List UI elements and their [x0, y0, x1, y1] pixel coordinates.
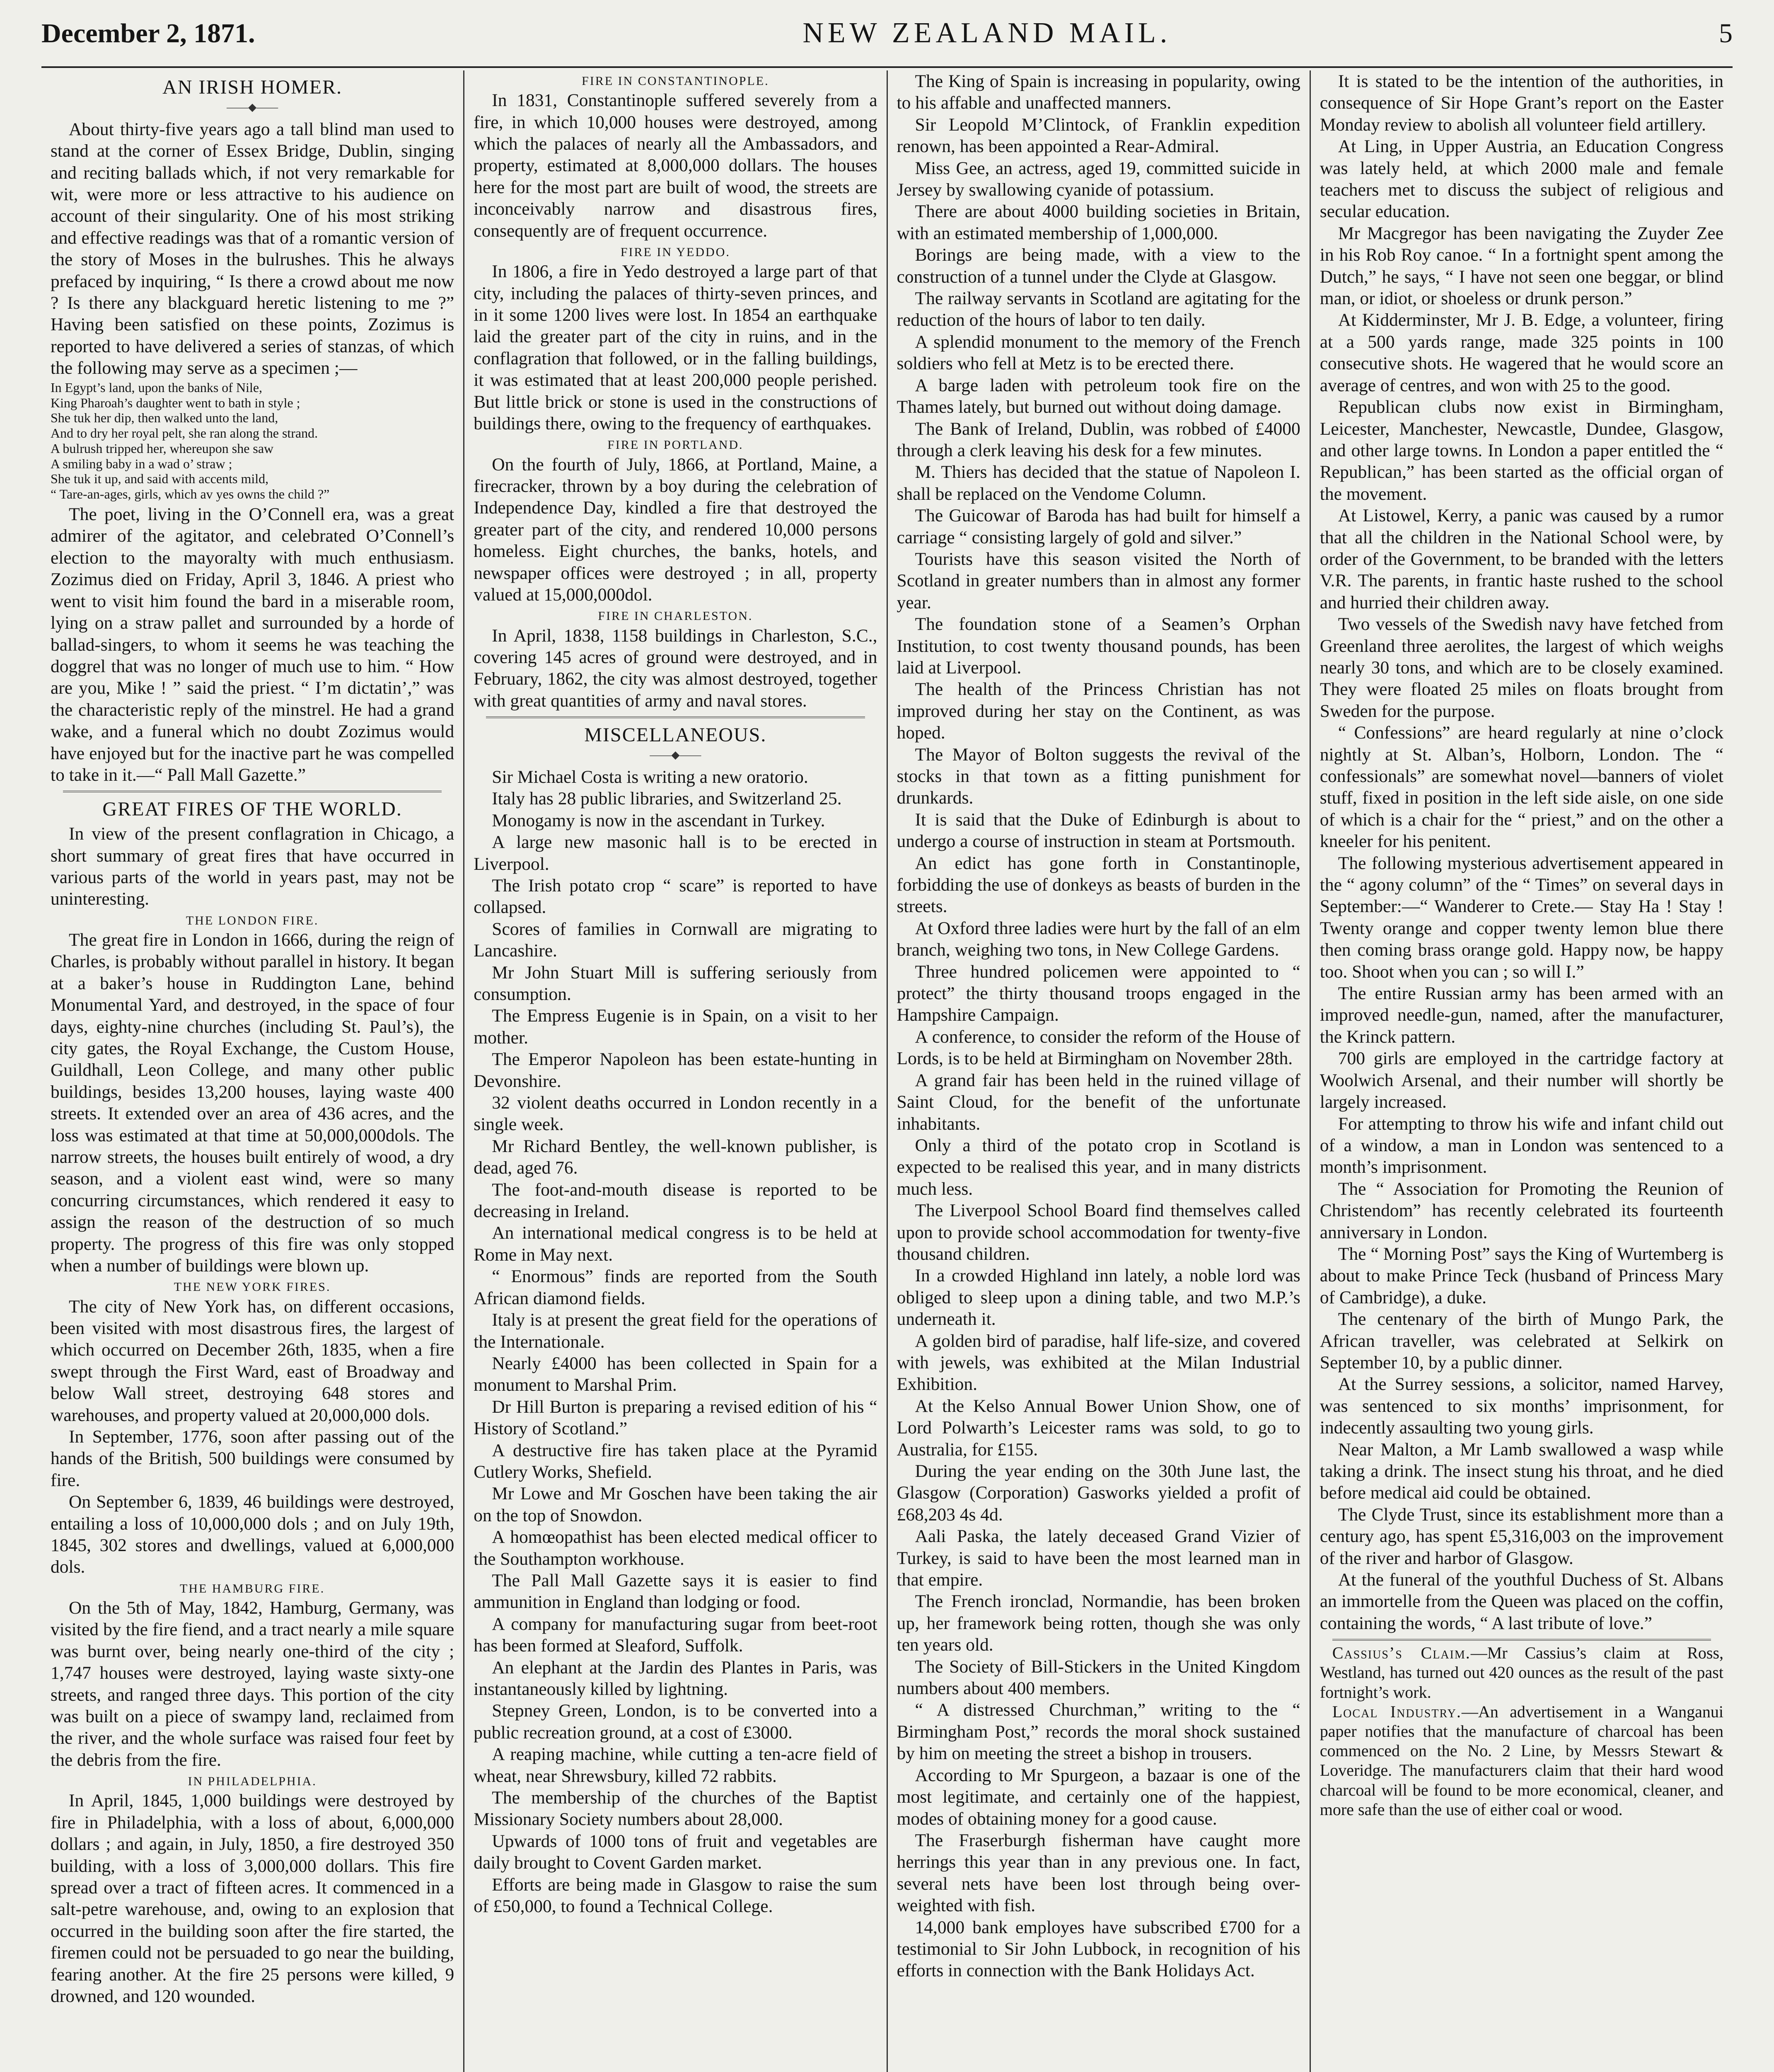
local-notes: [1320, 1643, 1723, 1819]
misc-item: Sir Michael Costa is writing a new oratorio.: [492, 767, 808, 787]
misc-item: 700 girls are employed in the cartridge factory at Woolwich Arsenal, and their number will shortly be largely increased.: [1320, 1048, 1723, 1112]
misc-item: The Irish potato crop “ scare” is reported to have collapsed.: [474, 875, 877, 917]
misc-items-column-3: [897, 70, 1300, 1982]
misc-item: The Society of Bill-Stickers in the United Kingdom numbers about 400 members.: [897, 1656, 1300, 1699]
note-heading: Cassius’s Claim.: [1332, 1644, 1471, 1663]
misc-item: Mr Richard Bentley, the well-known publisher, is dead, aged 76.: [474, 1136, 877, 1178]
misc-item: Mr John Stuart Mill is suffering seriously from consumption.: [474, 962, 877, 1005]
article-heading-irish-homer: AN IRISH HOMER.: [162, 76, 343, 98]
misc-item: Dr Hill Burton is preparing a revised edition of his “ History of Scotland.”: [474, 1397, 877, 1439]
misc-item: At Oxford three ladies were hurt by the fall of an elm branch, weighing two tons, in New College Gardens.: [897, 918, 1300, 960]
misc-item: The King of Spain is increasing in popularity, owing to his affable and unaffected manners.: [897, 71, 1300, 113]
poem-line: A bulrush tripped her, whereupon she saw: [51, 441, 274, 456]
misc-item: The Mayor of Bolton suggests the revival of the stocks in that town as a fitting punishment for drunkards.: [897, 744, 1300, 808]
misc-item: The Guicowar of Baroda has had built for himself a carriage “ consisting largely of gold and silver.”: [897, 506, 1300, 547]
misc-item: Miss Gee, an actress, aged 19, committed suicide in Jersey by swallowing cyanide of potassium.: [897, 158, 1300, 200]
misc-item: A homœopathist has been elected medical officer to the Southampton workhouse.: [474, 1527, 877, 1569]
subheading-london: THE LONDON FIRE.: [186, 913, 319, 927]
misc-item: The Liverpool School Board find themselves called upon to provide school accommodation for twenty-five thousand children.: [897, 1201, 1300, 1264]
misc-item: The foot-and-mouth disease is reported to be decreasing in Ireland.: [474, 1179, 877, 1222]
misc-item: A destructive fire has taken place at the Pyramid Cutlery Works, Shefield.: [474, 1440, 877, 1482]
misc-item: A company for manufacturing sugar from beet-root has been formed at Sleaford, Suffolk.: [474, 1614, 877, 1656]
article-paragraph: On September 6, 1839, 46 buildings were destroyed, entailing a loss of 10,000,000 dols ; and on July 19th, 1845, 302 stores and dwellings, valued at 6,000,000 dols.: [51, 1492, 454, 1577]
section-rule: [1332, 1639, 1711, 1641]
misc-item: “ Confessions” are heard regularly at nine o’clock nightly at St. Alban’s, Holborn, London. The “ confessionals” are somewhat novel—banners of violet stuff, fixed in position in the left side aisle, on one side of which is a chair for the “ priest,” and on the other a kneeler for his penitent.: [1320, 723, 1723, 852]
misc-item: “ A distressed Churchman,” writing to the “ Birmingham Post,” records the moral shock sustained by him on meeting the street a bishop in trousers.: [897, 1700, 1300, 1764]
note-text: —An advertisement in a Wanganui paper notifies that the manufacture of charcoal has been commenced on the No. 2 Line, by Messrs Stewart & Loveridge. The manufacturers claim that their hard wood charcoal will be found to be more economical, cleaner, and more safe than the use of either coal or wood.: [1320, 1702, 1723, 1819]
misc-item: The Empress Eugenie is in Spain, on a visit to her mother.: [474, 1006, 877, 1048]
misc-item: Mr Macgregor has been navigating the Zuyder Zee in his Rob Roy canoe. “ In a fortnight spent among the Dutch,” he says, “ I have not seen one beggar, or blind man, or idiot, or shoeless or drunk person.”: [1320, 223, 1723, 309]
subheading-constantinople: FIRE IN CONSTANTINOPLE.: [582, 74, 769, 88]
misc-item: An edict has gone forth in Constantinople, forbidding the use of donkeys as beasts of burden in the streets.: [897, 853, 1300, 917]
misc-item: 14,000 bank employes have subscribed £700 for a testimonial to Sir John Lubbock, in recognition of his efforts in connection with the Bank Holidays Act.: [897, 1917, 1300, 1981]
misc-item: The foundation stone of a Seamen’s Orphan Institution, to cost twenty thousand pounds, has been laid at Liverpool.: [897, 614, 1300, 678]
article-paragraph: In view of the present conflagration in Chicago, a short summary of great fires that have occurred in various parts of the world in years past, may not be uninteresting.: [51, 824, 454, 909]
subheading-new-york: THE NEW YORK FIRES.: [174, 1280, 331, 1294]
misc-item: The French ironclad, Normandie, has been broken up, her framework being rotten, though she was only ten years old.: [897, 1591, 1300, 1655]
poem-line: In Egypt’s land, upon the banks of Nile,: [51, 380, 263, 395]
misc-item: Upwards of 1000 tons of fruit and vegetables are daily brought to Covent Garden market.: [474, 1831, 877, 1873]
columns: [41, 70, 1733, 2072]
misc-item: A reaping machine, while cutting a ten-acre field of wheat, near Shrewsbury, killed 72 rabbits.: [474, 1744, 877, 1786]
misc-item: M. Thiers has decided that the statue of Napoleon I. shall be replaced on the Vendome Column.: [897, 462, 1300, 504]
misc-item: “ Enormous” finds are reported from the South African diamond fields.: [474, 1266, 877, 1308]
column-3: [888, 70, 1311, 2072]
article-paragraph: On the fourth of July, 1866, at Portland, Maine, a firecracker, thrown by a boy during the celebration of Independence Day, kindled a fire that destroyed the greater part of the city, and rendered 10,000 persons homeless. Eight churches, the banks, hotels, and newspaper offices were destroyed ; in all, property valued at 15,000,000dol.: [474, 454, 877, 605]
page-number: 5: [1719, 18, 1733, 48]
misc-item: Italy has 28 public libraries, and Switzerland 25.: [492, 789, 842, 809]
ornament-divider: ——◆——: [227, 101, 278, 113]
newspaper-title: NEW ZEALAND MAIL.: [802, 17, 1172, 49]
misc-item: At the Kelso Annual Bower Union Show, one of Lord Polwarth’s Leicester rams was sold, to go to Australia, for £155.: [897, 1396, 1300, 1460]
misc-item: The Clyde Trust, since its establishment more than a century ago, has spent £5,316,003 on the improvement of the river and harbor of Glasgow.: [1320, 1504, 1723, 1568]
misc-item: At the funeral of the youthful Duchess of St. Albans an immortelle from the Queen was placed on the coffin, containing the words, “ A last tribute of love.”: [1320, 1570, 1723, 1633]
misc-item: The Bank of Ireland, Dublin, was robbed of £4000 through a clerk leaving his desk for a few minutes.: [897, 419, 1300, 460]
article-heading-great-fires: GREAT FIRES OF THE WORLD.: [102, 798, 402, 821]
note-text: —Mr Cassius’s claim at Ross, Westland, has turned out 420 ounces as the result of the past fortnight’s work.: [1320, 1644, 1724, 1702]
article-paragraph: The city of New York has, on different occasions, been visited with most disastrous fires, the largest of which occurred on December 26th, 1835, when a fire swept through the First Ward, east of Broadway and below Wall street, destroying 648 stores and warehouses, and property valued at 20,000,000 dols.: [51, 1296, 454, 1425]
article-paragraph: About thirty-five years ago a tall blind man used to stand at the corner of Essex Bridge, Dublin, singing and reciting ballads which, if not very remarkable for wit, were more or less attractive to his audience on account of their singularity. One of his most striking and effective readings was that of a romantic version of the story of Moses in the bulrushes. This he always prefaced by inquiring, “ Is there a crowd about me now ? Is there any blackguard heretic listening to me ?” Having been satisfied on these points, Zozimus is reported to have delivered a series of stanzas, of which the following may serve as a specimen ;—: [51, 119, 454, 378]
misc-item: The health of the Princess Christian has not improved during her stay on the Continent, as was hoped.: [897, 679, 1300, 743]
subheading-hamburg: THE HAMBURG FIRE.: [180, 1581, 325, 1595]
misc-item: The membership of the churches of the Baptist Missionary Society numbers about 28,000.: [474, 1788, 877, 1830]
misc-item: Republican clubs now exist in Birmingham, Leicester, Manchester, Newcastle, Dundee, Glasgow, and other large towns. In London a paper entitled the “ Republican,” has been started as the official organ of the movement.: [1320, 397, 1723, 504]
misc-item: Near Malton, a Mr Lamb swallowed a wasp while taking a drink. The insect stung his throat, and he died before medical aid could be obtained.: [1320, 1439, 1723, 1503]
column-1: [41, 70, 464, 2072]
misc-item: Tourists have this season visited the North of Scotland in greater numbers than in almost any former year.: [897, 549, 1300, 612]
misc-item: A golden bird of paradise, half life-size, and covered with jewels, was exhibited at the Milan Industrial Exhibition.: [897, 1331, 1300, 1394]
article-paragraph: The great fire in London in 1666, during the reign of Charles, is probably without parallel in history. It began at a baker’s house in Ruddington Lane, behind Monumental Yard, and destroyed, in the space of four days, eighty-nine churches (including St. Paul’s), the city gates, the Royal Exchange, the Custom House, Guildhall, Leon College, and many other public buildings, besides 13,200 houses, laying waste 400 streets. It extended over an area of 436 acres, and the loss was estimated at that time at 50,000,000dols. The narrow streets, the houses built entirely of wood, a dry season, and a violent east wind, were so many concurring circumstances, which rendered it easy to assign the reason of the destruction of so much property. The progress of this fire was only stopped when a number of buildings were blown up.: [51, 929, 454, 1276]
misc-item: At the Surrey sessions, a solicitor, named Harvey, was sentenced to six months’ imprisonment, for indecently assaulting two young girls.: [1320, 1374, 1723, 1438]
misc-item: It is stated to be the intention of the authorities, in consequence of Sir Hope Grant’s report on the Easter Monday review to abolish all volunteer field artillery.: [1320, 71, 1723, 135]
misc-item: The entire Russian army has been armed with an improved needle-gun, named, after the manufacturer, the Krinck pattern.: [1320, 983, 1723, 1047]
poem-line: She tuk it up, and said with accents mild,: [51, 471, 269, 487]
misc-item: The following mysterious advertisement appeared in the “ agony column” of the “ Times” on several days in September:—“ Wanderer to Crete.— Stay Ha ! Stay ! Twenty orange and copper twenty lemon blue there then coming brass orange gold. Happy now, be happy too. Shoot when you can ; so will I.”: [1320, 853, 1723, 982]
article-paragraph: In 1806, a fire in Yedo destroyed a large part of that city, including the palaces of thirty-seven princes, and in it some 1200 lives were lost. In 1854 an earthquake laid the greater part of the city in ruins, and in the conflagration that followed, or in the falling buildings, it was estimated that at least 200,000 people perished. But little brick or stone is used in the constructions of buildings there, owing to the frequency of earthquakes.: [474, 261, 877, 433]
poem-line: “ Tare-an-ages, girls, which av yes owns the child ?”: [51, 487, 330, 502]
misc-item: Stepney Green, London, is to be converted into a public recreation ground, at a cost of £3000.: [474, 1701, 877, 1743]
misc-item: The Emperor Napoleon has been estate-hunting in Devonshire.: [474, 1049, 877, 1091]
misc-item: Italy is at present the great field for the operations of the Internationale.: [474, 1310, 877, 1352]
misc-item: A barge laden with petroleum took fire on the Thames lately, but burned out without doing damage.: [897, 375, 1300, 417]
article-heading-miscellaneous: MISCELLANEOUS.: [584, 724, 767, 746]
article-paragraph: The poet, living in the O’Connell era, was a great admirer of the agitator, and celebrated O’Connell’s election to the mayoralty with much enthusiasm. Zozimus died on Friday, April 3, 1846. A priest who went to visit him found the bard in a miserable room, lying on a straw pallet and surrounded by a horde of ballad-singers, to whom it seems he was teaching the doggrel that was no longer of much use to him. “ How are you, Mike ! ” said the priest. “ I’m dictatin’,” was the characteristic reply of the minstrel. He had a grand wake, and a funeral which no doubt Zozimus would have enjoyed but for the inactive part he was compelled to take in it.—“ Pall Mall Gazette.”: [51, 504, 454, 785]
local-note-cassius: [1320, 1643, 1723, 1702]
poem-line: And to dry her royal pelt, she ran along the strand.: [51, 426, 318, 441]
article-paragraph: In September, 1776, soon after passing out of the hands of the British, 500 buildings were consumed by fire.: [51, 1427, 454, 1490]
misc-item: During the year ending on the 30th June last, the Glasgow (Corporation) Gasworks yielded a profit of £68,203 4s 4d.: [897, 1461, 1300, 1525]
misc-item: The railway servants in Scotland are agitating for the reduction of the hours of labor to ten daily.: [897, 288, 1300, 330]
local-note-industry: [1320, 1702, 1723, 1819]
misc-item: The Fraserburgh fisherman have caught more herrings this year than in any previous one. In fact, several nets have been lost through being over-weighted with fish.: [897, 1830, 1300, 1916]
misc-item: Nearly £4000 has been collected in Spain for a monument to Marshal Prim.: [474, 1353, 877, 1395]
misc-item: The “ Association for Promoting the Reunion of Christendom” has recently celebrated its fourteenth anniversary in London.: [1320, 1179, 1723, 1242]
section-rule: [63, 791, 442, 792]
column-4: [1311, 70, 1733, 2072]
misc-item: A splendid monument to the memory of the French soldiers who fell at Metz is to be erected there.: [897, 332, 1300, 374]
misc-item: Sir Leopold M’Clintock, of Franklin expedition renown, has been appointed a Rear-Admiral.: [897, 114, 1300, 157]
misc-items-column-2: [474, 766, 877, 1917]
misc-item: Efforts are being made in Glasgow to raise the sum of £50,000, to found a Technical College.: [474, 1874, 877, 1917]
misc-item: A conference, to consider the reform of the House of Lords, is to be held at Birmingham on November 28th.: [897, 1026, 1300, 1069]
misc-item: An international medical congress is to be held at Rome in May next.: [474, 1223, 877, 1265]
poem-line: King Pharoah’s daughter went to bath in style ;: [51, 395, 300, 410]
misc-item: An elephant at the Jardin des Plantes in Paris, was instantaneously killed by lightning.: [474, 1657, 877, 1699]
misc-item: At Listowel, Kerry, a panic was caused by a rumor that all the children in the National School were, by order of the Government, to be branded with the letters V.R. The parents, in frantic haste rushed to the school and hurried their children away.: [1320, 506, 1723, 612]
subheading-yeddo: FIRE IN YEDDO.: [620, 245, 730, 259]
misc-item: 32 violent deaths occurred in London recently in a single week.: [474, 1093, 877, 1135]
article-paragraph: In 1831, Constantinople suffered severely from a fire, in which 10,000 houses were destroyed, among which the palaces of nearly all the Ambassadors, and property, estimated at 8,000,000 dollars. The houses here for the most part are built of wood, the streets are inconceivably narrow and disastrous fires, consequently are of frequent occurrence.: [474, 90, 877, 241]
misc-item: For attempting to throw his wife and infant child out of a window, a man in London was sentenced to a month’s imprisonment.: [1320, 1113, 1723, 1177]
misc-item: It is said that the Duke of Edinburgh is about to undergo a course of instruction in steam at Portsmouth.: [897, 809, 1300, 852]
ornament-divider: ——◆——: [650, 748, 701, 761]
misc-item: A large new masonic hall is to be erected in Liverpool.: [474, 832, 877, 874]
misc-item: The centenary of the birth of Mungo Park, the African traveller, was celebrated at Selkirk on September 10, by a public dinner.: [1320, 1309, 1723, 1372]
misc-item: Three hundred policemen were appointed to “ protect” the thirty thousand troops engaged in the Hampshire Campaign.: [897, 961, 1300, 1025]
misc-item: Scores of families in Cornwall are migrating to Lancashire.: [474, 919, 877, 961]
article-paragraph: On the 5th of May, 1842, Hamburg, Germany, was visited by the fire fiend, and a tract nearly a mile square was burnt over, being nearly one-third of the city ; 1,747 houses were destroyed, laying waste sixty-one streets, and ranged three days. This portion of the city was built on a piece of swampy land, reclaimed from the river, and the whole surface was raised four feet by the debris from the fire.: [51, 1598, 454, 1770]
subheading-charleston: FIRE IN CHARLESTON.: [598, 609, 753, 623]
misc-item: At Ling, in Upper Austria, an Education Congress was lately held, at which 2000 male and female teachers met to discuss the subject of religious and secular education.: [1320, 136, 1723, 222]
misc-item: There are about 4000 building societies in Britain, with an estimated membership of 1,000,000.: [897, 201, 1300, 243]
misc-item: Monogamy is now in the ascendant in Turkey.: [492, 810, 825, 830]
poem: [51, 380, 454, 502]
misc-item: Borings are being made, with a view to the construction of a tunnel under the Clyde at Glasgow.: [897, 245, 1300, 287]
poem-line: She tuk her dip, then walked unto the land,: [51, 410, 278, 426]
misc-item: The Pall Mall Gazette says it is easier to find ammunition in England than lodging or food.: [474, 1570, 877, 1612]
note-heading: Local Industry.: [1332, 1702, 1462, 1721]
misc-item: According to Mr Spurgeon, a bazaar is one of the most legitimate, and certainly one of the happiest, modes of obtaining money for a good cause.: [897, 1765, 1300, 1829]
misc-item: A grand fair has been held in the ruined village of Saint Cloud, for the benefit of the unfortunate inhabitants.: [897, 1070, 1300, 1134]
subheading-philadelphia: IN PHILADELPHIA.: [188, 1774, 317, 1789]
misc-item: Mr Lowe and Mr Goschen have been taking the air on the top of Snowdon.: [474, 1484, 877, 1525]
misc-item: Aali Paska, the lately deceased Grand Vizier of Turkey, is said to have been the most learned man in that empire.: [897, 1526, 1300, 1590]
misc-item: Two vessels of the Swedish navy have fetched from Greenland three aerolites, the largest of which weighs nearly 30 tons, and which are to be closely examined. They were floated 25 miles on floats brought from Sweden for the purpose.: [1320, 614, 1723, 721]
misc-item: The “ Morning Post” says the King of Wurtemberg is about to make Prince Teck (husband of Princess Mary of Cambridge), a duke.: [1320, 1244, 1723, 1307]
subheading-portland: FIRE IN PORTLAND.: [607, 438, 744, 452]
misc-item: In a crowded Highland inn lately, a noble lord was obliged to sleep upon a dining table, and two M.P.’s underneath it.: [897, 1266, 1300, 1329]
issue-date: December 2, 1871.: [41, 18, 255, 48]
misc-item: Only a third of the potato crop in Scotland is expected to be realised this year, and in many districts much less.: [897, 1135, 1300, 1199]
column-2: [464, 70, 887, 2072]
poem-line: A smiling baby in a wad o’ straw ;: [51, 456, 232, 471]
misc-item: At Kidderminster, Mr J. B. Edge, a volunteer, firing at a 500 yards range, made 325 points in 100 consecutive shots. He wagered that he would score an average of centres, and won with 25 to the good.: [1320, 310, 1723, 395]
section-rule: [486, 716, 865, 718]
masthead: [41, 17, 1733, 68]
article-paragraph: In April, 1845, 1,000 buildings were destroyed by fire in Philadelphia, with a loss of about, 6,000,000 dollars ; and again, in July, 1850, a fire destroyed 350 building, with a loss of 3,000,000 dollars. This fire spread over a tract of fifteen acres. It commenced in a salt-petre warehouse, and, owing to an explosion that occurred in the building soon after the fire started, the firemen could not be persuaded to go near the building, fearing another. At the fire 25 persons were killed, 9 drowned, and 120 wounded.: [51, 1791, 454, 2007]
article-paragraph: In April, 1838, 1158 buildings in Charleston, S.C., covering 145 acres of ground were destroyed, and in February, 1862, the city was almost destroyed, together with great quantities of army and naval stores.: [474, 625, 877, 711]
misc-items-column-4: [1320, 70, 1723, 1634]
